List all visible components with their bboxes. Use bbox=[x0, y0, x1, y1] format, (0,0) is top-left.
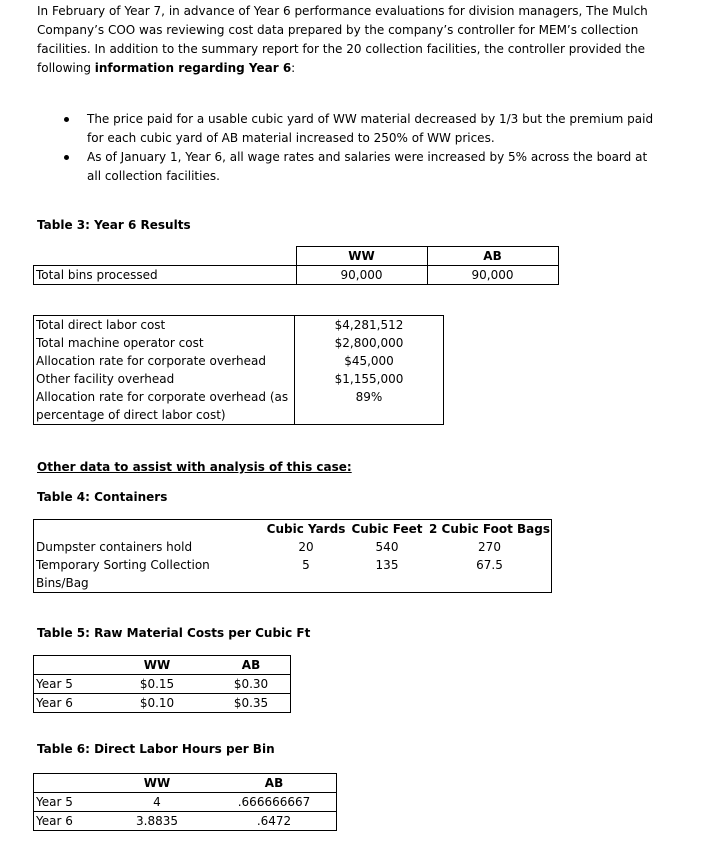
bullet-item bbox=[60, 148, 660, 186]
table4-cell: 5 bbox=[266, 556, 346, 593]
table6-cell: .666666667 bbox=[212, 793, 337, 812]
cost-label: Allocation rate for corporate overhead (as percentage of direct labor cost) bbox=[36, 390, 289, 422]
cost-value: $1,155,000 bbox=[295, 370, 444, 388]
table4-header: Cubic Feet bbox=[346, 520, 428, 539]
table4-cell: 67.5 bbox=[428, 556, 552, 593]
table6-row-label: Year 6 bbox=[34, 812, 103, 831]
bullet-text: The price paid for a usable cubic yard of WW material decreased by 1/3 but the premium paid for each cubic yard of AB material increased to 250% of WW prices. bbox=[87, 112, 654, 145]
table5-cell: $0.30 bbox=[212, 675, 291, 694]
table5-title: Table 5: Raw Material Costs per Cubic Ft bbox=[37, 626, 311, 640]
bullet-text: As of January 1, Year 6, all wage rates and salaries were increased by 5% across the board at all collection facilities. bbox=[87, 150, 648, 183]
cost-table bbox=[33, 315, 444, 425]
table4-cell: 135 bbox=[346, 556, 428, 593]
table4-title: Table 4: Containers bbox=[37, 490, 168, 504]
cost-value: $2,800,000 bbox=[295, 334, 444, 352]
table5-cell: $0.15 bbox=[102, 675, 212, 694]
cost-value: $4,281,512 bbox=[295, 316, 444, 335]
table4 bbox=[33, 519, 552, 593]
table4-cell: 540 bbox=[375, 540, 399, 554]
table6-title: Table 6: Direct Labor Hours per Bin bbox=[37, 742, 275, 756]
table5-header: WW bbox=[102, 656, 212, 675]
table6-cell: .6472 bbox=[212, 812, 337, 831]
cost-value: 89% bbox=[295, 388, 444, 425]
intro-bold-text: information regarding Year 6 bbox=[94, 61, 292, 75]
table6-cell: 3.8835 bbox=[102, 812, 212, 831]
table4-cell: 20 bbox=[298, 540, 314, 554]
table4-header: Cubic Yards bbox=[266, 520, 346, 539]
bullet-list bbox=[60, 110, 660, 186]
intro-colon: : bbox=[291, 61, 296, 75]
table4-header: 2 Cubic Foot Bags bbox=[428, 520, 552, 539]
cost-label: Other facility overhead bbox=[36, 372, 175, 386]
table5-cell: $0.10 bbox=[102, 694, 212, 713]
table4-row-label: Dumpster containers hold bbox=[34, 538, 267, 556]
table3-row-label: Total bins processed bbox=[34, 266, 297, 285]
table3-header-ab: AB bbox=[427, 247, 558, 266]
bullet-dot-icon bbox=[64, 155, 69, 160]
table6-header: AB bbox=[212, 774, 337, 793]
intro-paragraph bbox=[37, 2, 677, 78]
table5 bbox=[33, 655, 291, 713]
table3-ww-value: 90,000 bbox=[296, 266, 427, 285]
bullet-item bbox=[60, 110, 660, 148]
table6-row-label: Year 5 bbox=[34, 793, 103, 812]
table3-ab-value: 90,000 bbox=[427, 266, 558, 285]
table3 bbox=[33, 246, 559, 285]
cost-label: Total machine operator cost bbox=[36, 336, 204, 350]
intro-text: In February of Year 7, in advance of Year 6 performance evaluations for division managers, The Mulch Company’s COO was reviewing cost data prepared by the company’s controller for MEM’s collection facilities. In addition to the summary report for the 20 collection facilities, the controller provided the following bbox=[37, 4, 648, 75]
cost-label: Allocation rate for corporate overhead bbox=[36, 354, 267, 368]
table5-row-label: Year 5 bbox=[34, 675, 103, 694]
bullet-dot-icon bbox=[64, 117, 69, 122]
table6 bbox=[33, 773, 337, 831]
table3-header-ww: WW bbox=[296, 247, 427, 266]
table3-title: Table 3: Year 6 Results bbox=[37, 218, 191, 232]
table6-cell: 4 bbox=[102, 793, 212, 812]
table5-header: AB bbox=[212, 656, 291, 675]
table5-cell: $0.35 bbox=[212, 694, 291, 713]
cost-value: $45,000 bbox=[295, 352, 444, 370]
table4-row-label: Temporary Sorting Collection Bins/Bag bbox=[34, 556, 267, 593]
other-data-heading: Other data to assist with analysis of this case: bbox=[37, 460, 352, 474]
table5-row-label: Year 6 bbox=[34, 694, 103, 713]
cost-label: Total direct labor cost bbox=[36, 318, 166, 332]
table6-header: WW bbox=[102, 774, 212, 793]
table4-cell: 270 bbox=[428, 538, 552, 556]
